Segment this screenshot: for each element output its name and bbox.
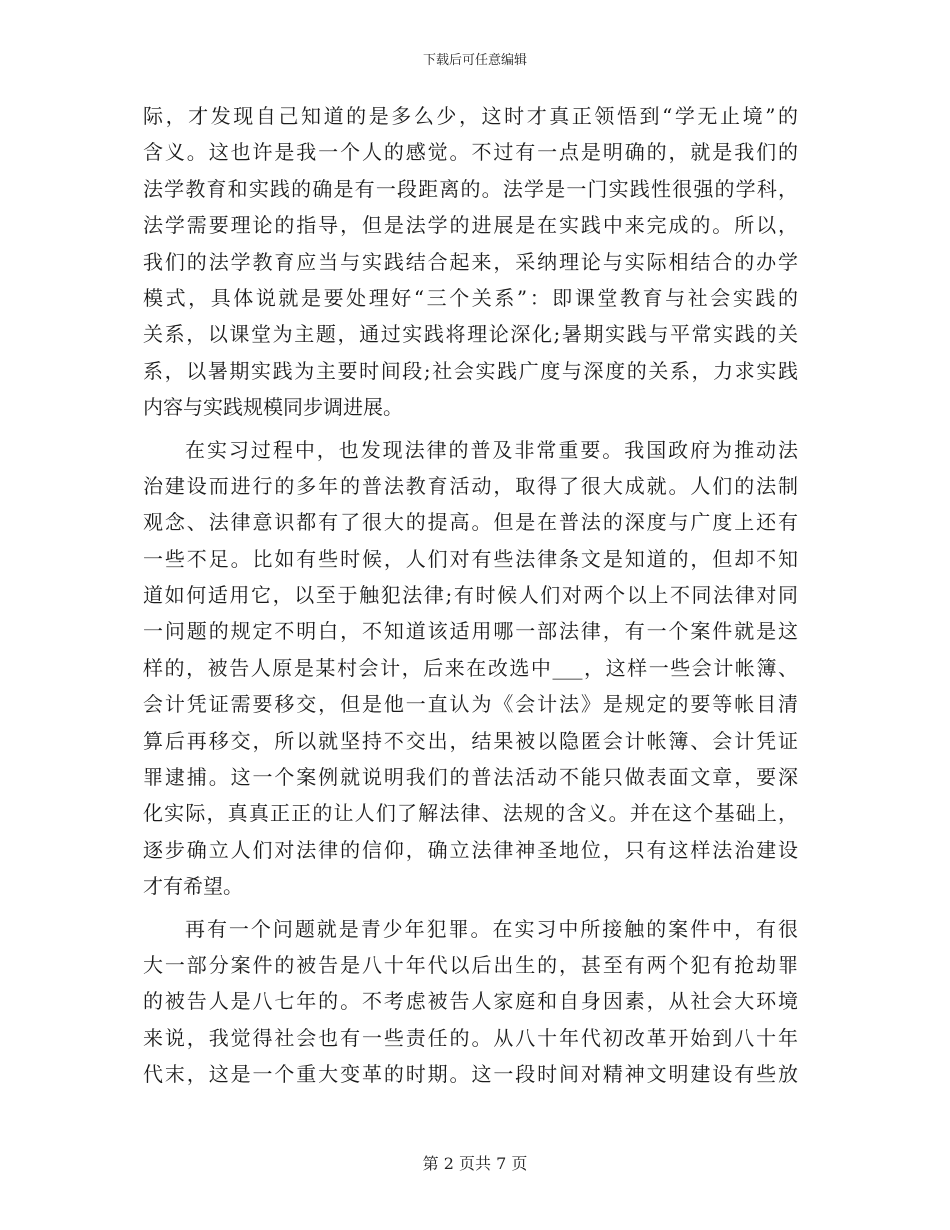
text-line: 化实际，真真正正的让人们了解法律、法规的含义。并在这个基础上， — [143, 801, 798, 826]
page-number: 第 2 页共 7 页 — [422, 1154, 528, 1173]
text-line: 际，才发现自己知道的是多么少，这时才真正领悟到“学无止境”的 — [143, 104, 798, 128]
text-line: 含义。这也许是我一个人的感觉。不过有一点是明确的，就是我们的 — [143, 140, 798, 165]
text-line: 的被告人是八七年的。不考虑被告人家庭和自身因素，从社会大环境 — [143, 989, 798, 1014]
text-line: 内容与实践规模同步调进展。 — [143, 395, 403, 420]
text-line: 在实习过程中，也发现法律的普及非常重要。我国政府为推动法 — [185, 437, 798, 462]
text-line: 样的，被告人原是某村会计，后来在改选中___，这样一些会计帐簿、 — [143, 655, 798, 680]
text-line: 会计凭证需要移交，但是他一直认为《会计法》是规定的要等帐目清 — [143, 692, 798, 717]
text-line: 道如何适用它，以至于触犯法律;有时候人们对两个以上不同法律对同 — [143, 583, 798, 608]
text-line: 治建设而进行的多年的普法教育活动，取得了很大成就。人们的法制 — [143, 473, 798, 498]
text-line: 关系，以课堂为主题，通过实践将理论深化;暑期实践与平常实践的关 — [143, 322, 798, 347]
page-header: 下载后可任意编辑 — [422, 53, 527, 68]
text-line: 才有希望。 — [143, 874, 243, 899]
text-line: 观念、法律意识都有了很大的提高。但是在普法的深度与广度上还有 — [143, 510, 798, 535]
document-body — [143, 98, 798, 1093]
text-line: 再有一个问题就是青少年犯罪。在实习中所接触的案件中，有很 — [185, 916, 798, 941]
text-line: 我们的法学教育应当与实践结合起来，采纳理论与实际相结合的办学 — [143, 249, 798, 274]
text-line: 法学教育和实践的确是有一段距离的。法学是一门实践性很强的学科， — [143, 176, 798, 201]
text-line: 一些不足。比如有些时候，人们对有些法律条文是知道的，但却不知 — [143, 546, 798, 571]
text-line: 代末，这是一个重大变革的时期。这一段时间对精神文明建设有些放 — [143, 1062, 798, 1087]
text-line: 模式，具体说就是要处理好“三个关系”：即课堂教育与社会实践的 — [143, 285, 798, 310]
text-line: 法学需要理论的指导，但是法学的进展是在实践中来完成的。所以， — [143, 213, 798, 238]
text-line: 大一部分案件的被告是八十年代以后出生的，甚至有两个犯有抢劫罪 — [143, 952, 798, 977]
text-line: 罪逮捕。这一个案例就说明我们的普法活动不能只做表面文章，要深 — [143, 765, 798, 790]
text-line: 一问题的规定不明白，不知道该适用哪一部法律，有一个案件就是这 — [143, 619, 798, 644]
text-line: 系，以暑期实践为主要时间段;社会实践广度与深度的关系，力求实践 — [143, 358, 798, 383]
text-line: 来说，我觉得社会也有一些责任的。从八十年代初改革开始到八十年 — [143, 1025, 798, 1050]
text-line: 逐步确立人们对法律的信仰，确立法律神圣地位，只有这样法治建设 — [143, 837, 798, 862]
text-line: 算后再移交，所以就坚持不交出，结果被以隐匿会计帐簿、会计凭证 — [143, 728, 798, 753]
